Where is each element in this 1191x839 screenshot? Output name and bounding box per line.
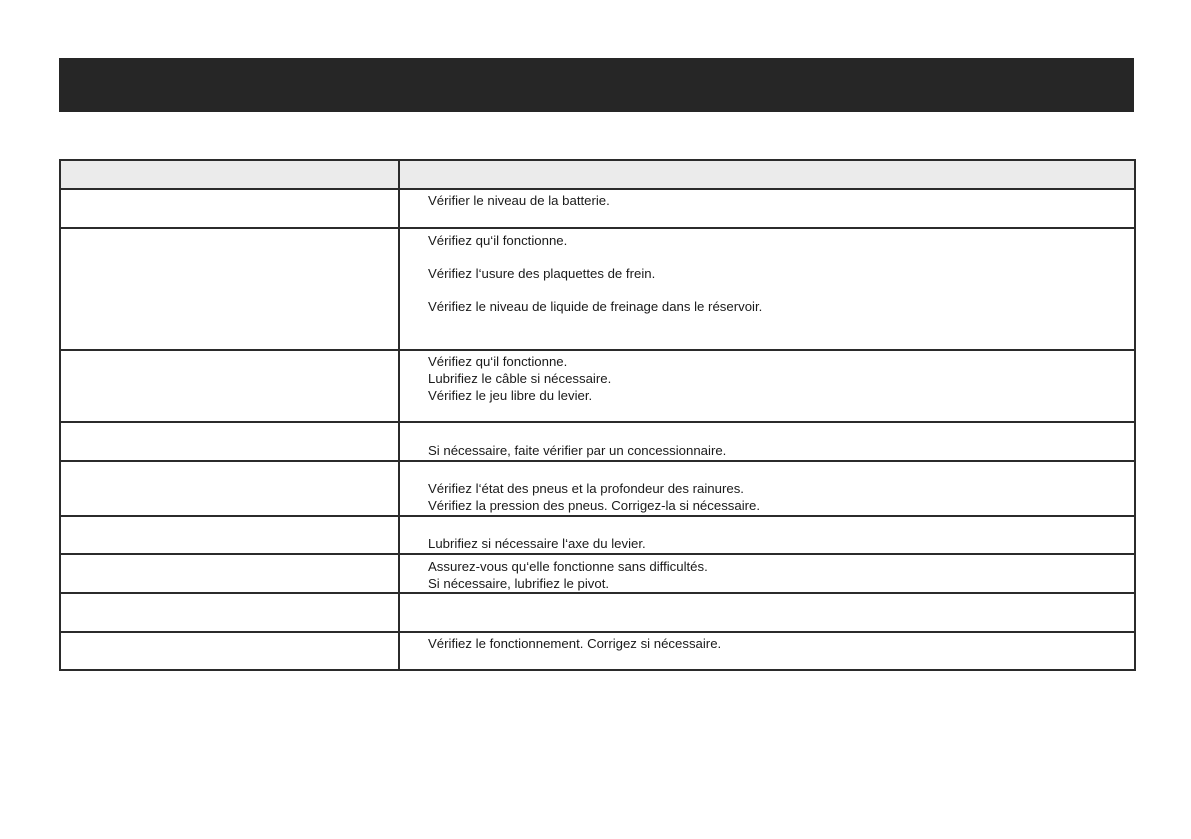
- item-cell: [60, 422, 399, 461]
- item-cell: [60, 632, 399, 670]
- check-text: Lubrifiez si nécessaire l‘axe du levier.: [428, 536, 646, 551]
- check-text: Assurez-vous qu‘elle fonctionne sans difficultés.: [428, 559, 708, 574]
- table-row: [60, 350, 1135, 422]
- check-text: Vérifiez le jeu libre du levier.: [428, 388, 593, 403]
- table-row: [60, 632, 1135, 670]
- inspection-table: [59, 159, 1136, 671]
- item-cell: [60, 350, 399, 422]
- table-row: [60, 593, 1135, 632]
- check-cell: [399, 516, 1135, 554]
- header-cell-check: [399, 160, 1135, 189]
- table-row: [60, 554, 1135, 593]
- header-cell-item: [60, 160, 399, 189]
- check-text: Vérifiez le niveau de liquide de freinage dans le réservoir.: [428, 299, 763, 314]
- table-row: [60, 228, 1135, 350]
- table-row: [60, 422, 1135, 461]
- item-cell: [60, 189, 399, 228]
- item-cell: [60, 228, 399, 350]
- item-cell: [60, 516, 399, 554]
- check-text: Vérifiez l‘état des pneus et la profondeur des rainures.: [428, 481, 744, 496]
- item-cell: [60, 461, 399, 516]
- table-header-row: [60, 160, 1135, 189]
- check-cell: [399, 422, 1135, 461]
- check-text: Vérifier le niveau de la batterie.: [428, 193, 610, 208]
- check-cell: [399, 632, 1135, 670]
- section-header-bar: [59, 58, 1134, 112]
- check-cell: [399, 461, 1135, 516]
- check-text: Vérifiez la pression des pneus. Corrigez-la si nécessaire.: [428, 498, 761, 513]
- check-text: Si nécessaire, faite vérifier par un concessionnaire.: [428, 443, 727, 458]
- check-text: Vérifiez le fonctionnement. Corrigez si nécessaire.: [428, 636, 722, 651]
- check-text: Vérifiez qu‘il fonctionne.: [428, 233, 568, 248]
- check-cell: [399, 554, 1135, 593]
- table-row: [60, 516, 1135, 554]
- check-text: Vérifiez l‘usure des plaquettes de frein.: [428, 266, 656, 281]
- table-row: [60, 189, 1135, 228]
- check-text: Vérifiez qu‘il fonctionne.: [428, 354, 568, 369]
- check-cell: [399, 189, 1135, 228]
- check-cell: [399, 228, 1135, 350]
- table-row: [60, 461, 1135, 516]
- check-cell: [399, 350, 1135, 422]
- check-text: Lubrifiez le câble si nécessaire.: [428, 371, 612, 386]
- check-cell: [399, 593, 1135, 632]
- item-cell: [60, 593, 399, 632]
- item-cell: [60, 554, 399, 593]
- check-text: Si nécessaire, lubrifiez le pivot.: [428, 576, 610, 591]
